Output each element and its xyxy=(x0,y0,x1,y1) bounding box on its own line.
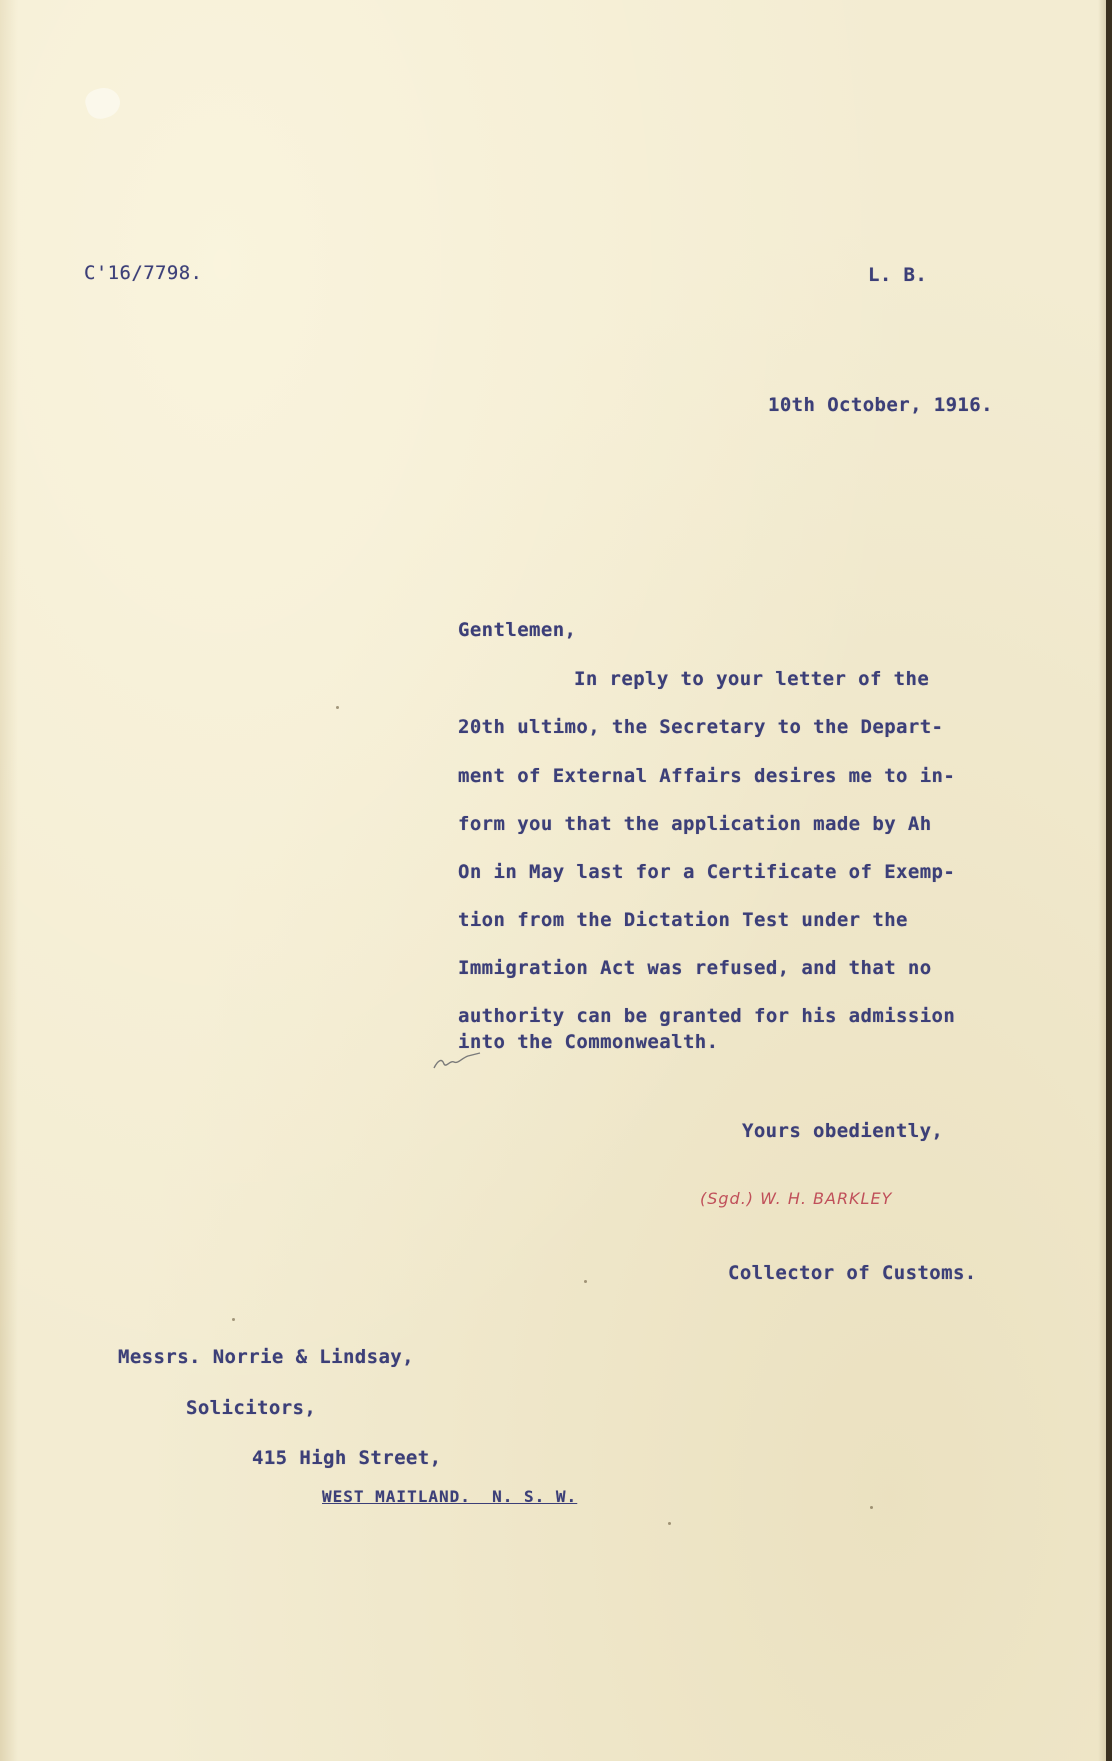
body-line: Immigration Act was refused, and that no xyxy=(458,957,932,979)
handwritten-initials-mark xyxy=(432,1052,482,1072)
body-line: In reply to your letter of the xyxy=(574,668,930,690)
body-line: On in May last for a Certificate of Exemp- xyxy=(458,861,956,883)
body-line: tion from the Dictation Test under the xyxy=(458,909,908,931)
recipient-role: Solicitors, xyxy=(186,1397,317,1419)
body-line: into the Commonwealth. xyxy=(458,1031,719,1053)
paper-speck xyxy=(336,706,339,709)
page-edge xyxy=(1106,0,1112,1761)
paper-speck xyxy=(668,1522,671,1525)
header-initials: L. B. xyxy=(868,264,928,286)
recipient-street: 415 High Street, xyxy=(252,1447,442,1469)
recipient-town: WEST MAITLAND. N. S. W. xyxy=(322,1487,578,1506)
paper-speck xyxy=(870,1506,873,1509)
file-reference: C'16/7798. xyxy=(84,262,203,284)
body-line: authority can be granted for his admission xyxy=(458,1005,956,1027)
body-line: ment of External Affairs desires me to in- xyxy=(458,765,956,787)
signature-stamp: (Sgd.) W. H. BARKLEY xyxy=(700,1189,893,1208)
body-line: 20th ultimo, the Secretary to the Depart- xyxy=(458,716,944,738)
recipient-name: Messrs. Norrie & Lindsay, xyxy=(118,1346,414,1368)
paper-speck xyxy=(232,1318,235,1321)
paper-tear-mark xyxy=(82,83,124,122)
paper-speck xyxy=(584,1280,587,1283)
body-line: form you that the application made by Ah xyxy=(458,813,932,835)
letter-date: 10th October, 1916. xyxy=(768,394,993,416)
salutation: Gentlemen, xyxy=(458,619,577,641)
signoff: Yours obediently, xyxy=(742,1120,944,1142)
signatory-title: Collector of Customs. xyxy=(728,1262,977,1284)
